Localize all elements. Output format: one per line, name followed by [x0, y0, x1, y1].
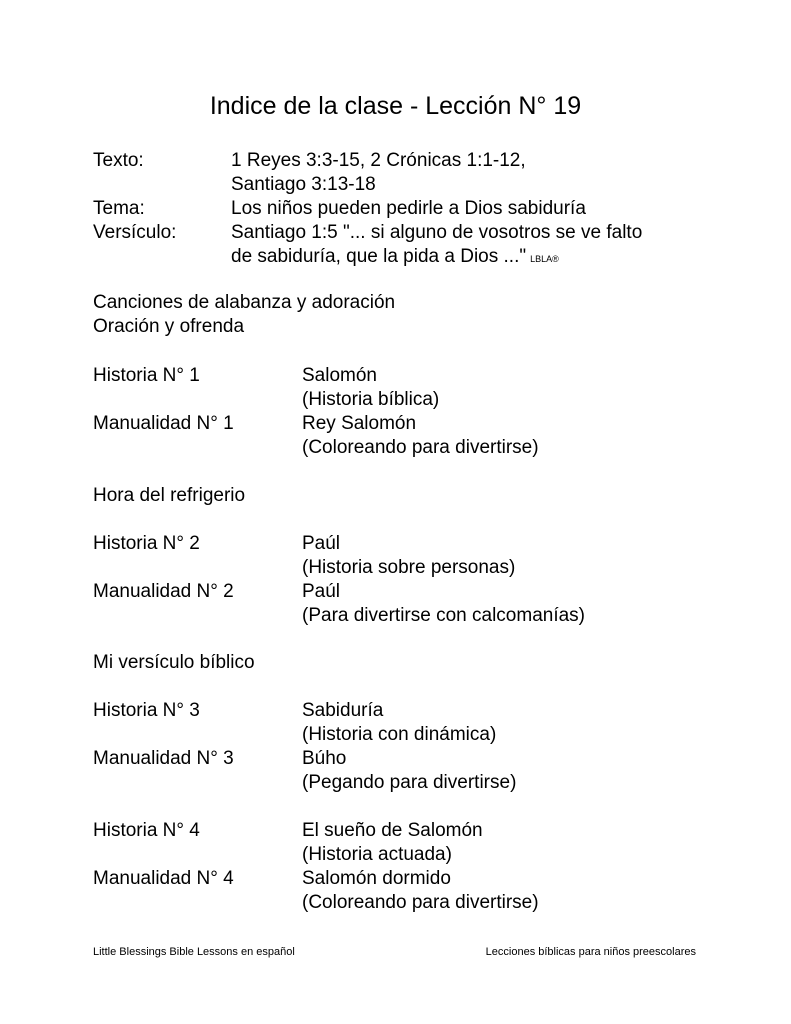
story-4-type: (Historia actuada) [302, 844, 452, 865]
texto-line-1: 1 Reyes 3:3-15, 2 Crónicas 1:1-12, [231, 150, 526, 171]
story-4-label: Historia N° 4 [93, 820, 200, 841]
versiculo-line-2-text: de sabiduría, que la pida a Dios ..." [231, 246, 527, 267]
versiculo-line-2 [231, 245, 559, 271]
craft-3-type: (Pegando para divertirse) [302, 772, 517, 793]
craft-2-title: Paúl [302, 581, 341, 602]
footer-right: Lecciones bíblicas para niños preescolares [485, 946, 696, 958]
story-2-type: (Historia sobre personas) [302, 557, 516, 578]
craft-4-type: (Coloreando para divertirse) [302, 892, 539, 913]
texto-label: Texto: [93, 150, 144, 171]
story-1-title: Salomón [302, 365, 377, 386]
tema-value: Los niños pueden pedirle a Dios sabiduría [231, 198, 586, 219]
craft-1-type: (Coloreando para divertirse) [302, 437, 539, 458]
craft-1-label: Manualidad N° 1 [93, 413, 234, 434]
story-1-type: (Historia bíblica) [302, 389, 440, 410]
craft-2-type: (Para divertirse con calcomanías) [302, 605, 585, 626]
prayer-item: Oración y ofrenda [93, 316, 245, 337]
craft-4-title: Salomón dormido [302, 868, 451, 889]
story-3-type: (Historia con dinámica) [302, 724, 497, 745]
my-bible-verse: Mi versículo bíblico [93, 652, 255, 673]
footer-left: Little Blessings Bible Lessons en español [93, 946, 295, 958]
story-2-title: Paúl [302, 533, 341, 554]
story-2-label: Historia N° 2 [93, 533, 200, 554]
story-3-label: Historia N° 3 [93, 700, 200, 721]
craft-4-label: Manualidad N° 4 [93, 868, 234, 889]
texto-line-2: Santiago 3:13-18 [231, 174, 376, 195]
versiculo-line-1: Santiago 1:5 "... si alguno de vosotros se ve falto [231, 222, 643, 243]
story-3-title: Sabiduría [302, 700, 384, 721]
songs-item: Canciones de alabanza y adoración [93, 292, 396, 313]
story-4-title: El sueño de Salomón [302, 820, 483, 841]
craft-1-title: Rey Salomón [302, 413, 417, 434]
snack-time: Hora del refrigerio [93, 485, 246, 506]
craft-3-label: Manualidad N° 3 [93, 748, 234, 769]
page-title: Indice de la clase - Lección N° 19 [209, 92, 582, 120]
craft-2-label: Manualidad N° 2 [93, 581, 234, 602]
bible-version: LBLA® [530, 254, 559, 264]
versiculo-label: Versículo: [93, 222, 177, 243]
story-1-label: Historia N° 1 [93, 365, 200, 386]
tema-label: Tema: [93, 198, 145, 219]
craft-3-title: Búho [302, 748, 347, 769]
